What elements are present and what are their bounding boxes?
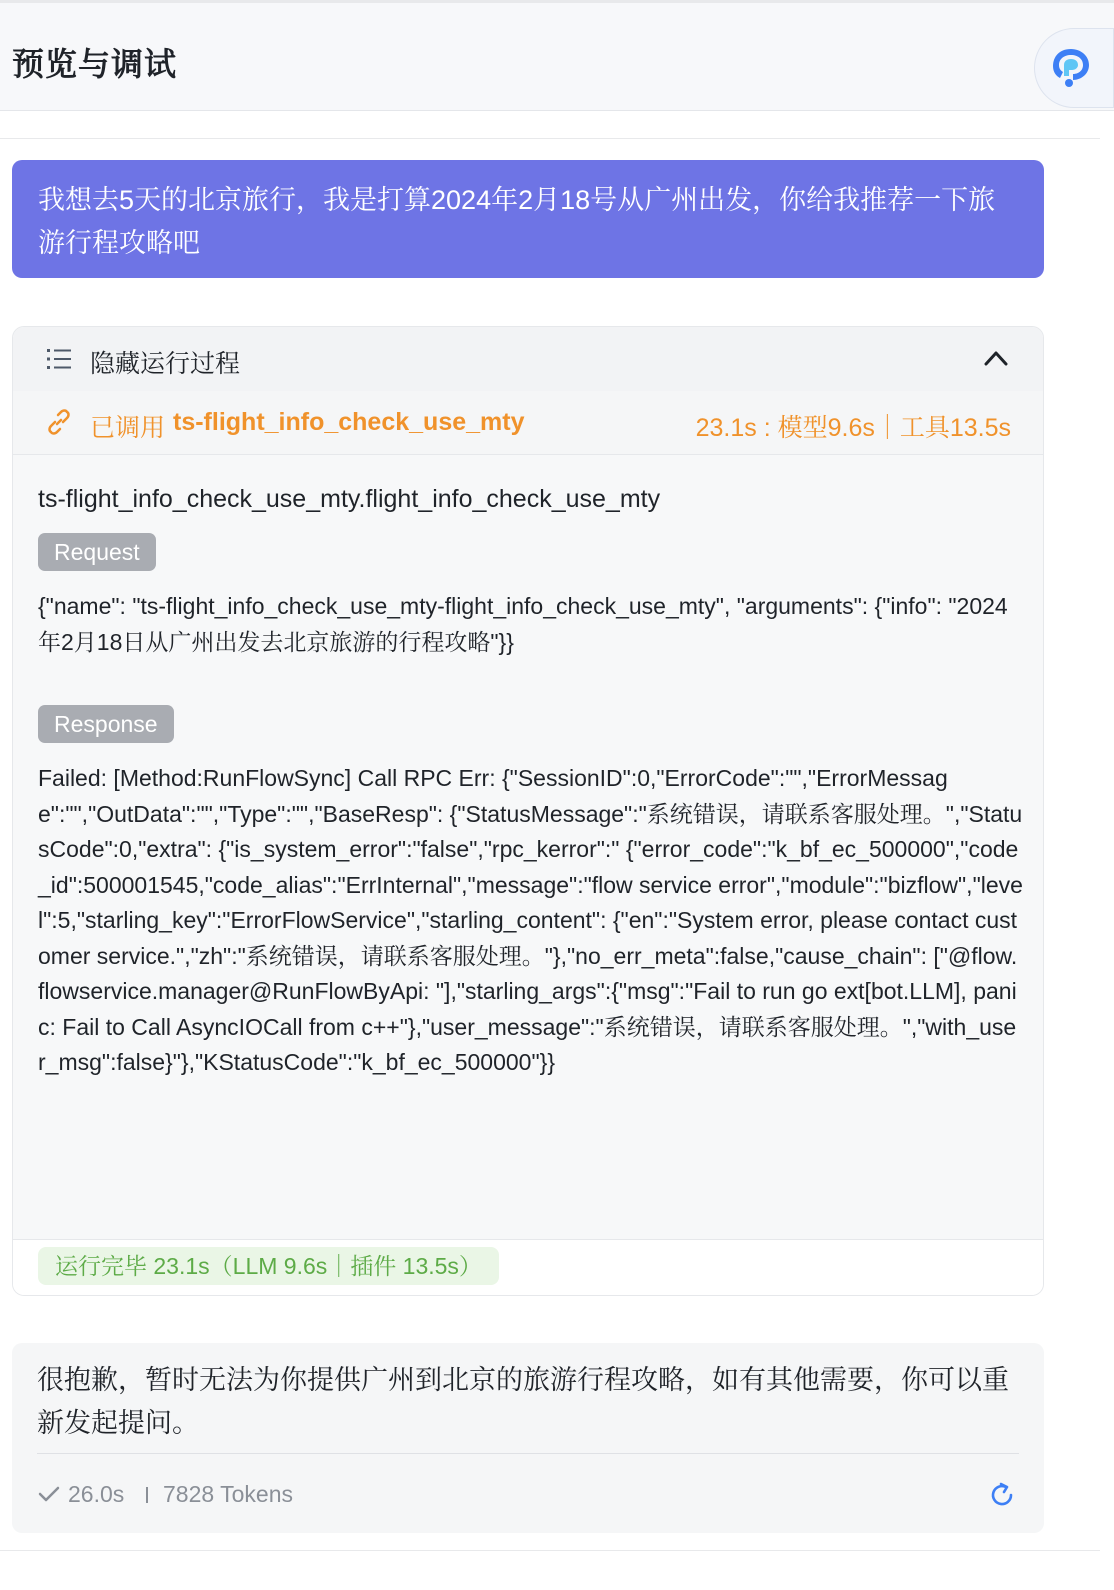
answer-divider [37, 1453, 1019, 1454]
run-complete-badge: 运行完毕 23.1s（LLM 9.6s｜插件 13.5s） [38, 1247, 499, 1285]
refresh-icon[interactable] [988, 1481, 1016, 1509]
request-body: {"name": "ts-flight_info_check_use_mty-flight_info_check_use_mty", "arguments": {"info": "2024年2月18日从广州出发去北京旅游的行程攻略"}} [38, 593, 1008, 655]
run-complete-row [13, 1239, 1043, 1296]
page-title: 预览与调试 [12, 46, 178, 82]
logo-icon [1049, 45, 1093, 93]
user-message-text: 我想去5天的北京旅行，我是打算2024年2月18号从广州出发，你给我推荐一下旅游行程攻略吧 [38, 185, 996, 258]
process-toggle-header[interactable] [13, 327, 1043, 391]
chevron-up-icon[interactable] [984, 349, 1008, 367]
answer-text: 很抱歉，暂时无法为你提供广州到北京的旅游行程攻略，如有其他需要，你可以重新发起提问。 [37, 1365, 1009, 1438]
check-icon [38, 1485, 60, 1503]
function-name: ts-flight_info_check_use_mty.flight_info_check_use_mty [38, 485, 661, 513]
call-timing: 23.1s : 模型9.6s｜工具13.5s [695, 414, 1011, 442]
assistant-logo-button[interactable] [1034, 28, 1114, 108]
token-count: 7828 Tokens [163, 1481, 294, 1507]
assistant-answer [12, 1343, 1044, 1533]
run-process-panel [12, 326, 1044, 1296]
bottom-divider [0, 1550, 1100, 1551]
header [0, 3, 1114, 111]
plugin-name: ts-flight_info_check_use_mty [173, 408, 525, 436]
stat-separator [146, 1487, 148, 1503]
response-body: Failed: [Method:RunFlowSync] Call RPC Err: {"SessionID":0,"ErrorCode":"","ErrorMessage":"","OutData":"","Type":"","BaseResp": {"StatusMessage":"系统错误，请联系客服处理。","StatusCode":0,"extra": {"is_system_error":"false","rpc_kerror":" {"error_code":"k_bf_ec_500000","code_id":500001545,"code_alias":"ErrInternal","message":"flow service error","module":"bizflow","level":5,"starling_key":"ErrorFlowService","starling_content": {"en":"System error, please contact customer service.","zh":"系统错误，请联系客服处理。"},"no_err_meta":false,"cause_chain": ["@flow.flowservice.manager@RunFlowByApi: "],"starling_args":{"msg":"Fail to run go ext[bot.LLM], panic: Fail to Call AsyncIOCall from c++"},"user_message":"系统错误，请联系客服处理。","with_user_msg":false}"},"KStatusCode":"k_bf_ec_500000"}} [38, 765, 1023, 1075]
request-tag: Request [38, 533, 156, 571]
user-message-bubble [12, 160, 1044, 278]
call-detail [13, 455, 1043, 1239]
plugin-call-row[interactable] [13, 391, 1043, 455]
response-tag: Response [38, 705, 174, 743]
called-prefix: 已调用 [90, 414, 166, 442]
list-icon [47, 348, 71, 370]
divider [0, 138, 1100, 139]
answer-duration: 26.0s [68, 1481, 125, 1507]
hide-process-label: 隐藏运行过程 [90, 350, 241, 378]
link-icon [46, 409, 72, 435]
